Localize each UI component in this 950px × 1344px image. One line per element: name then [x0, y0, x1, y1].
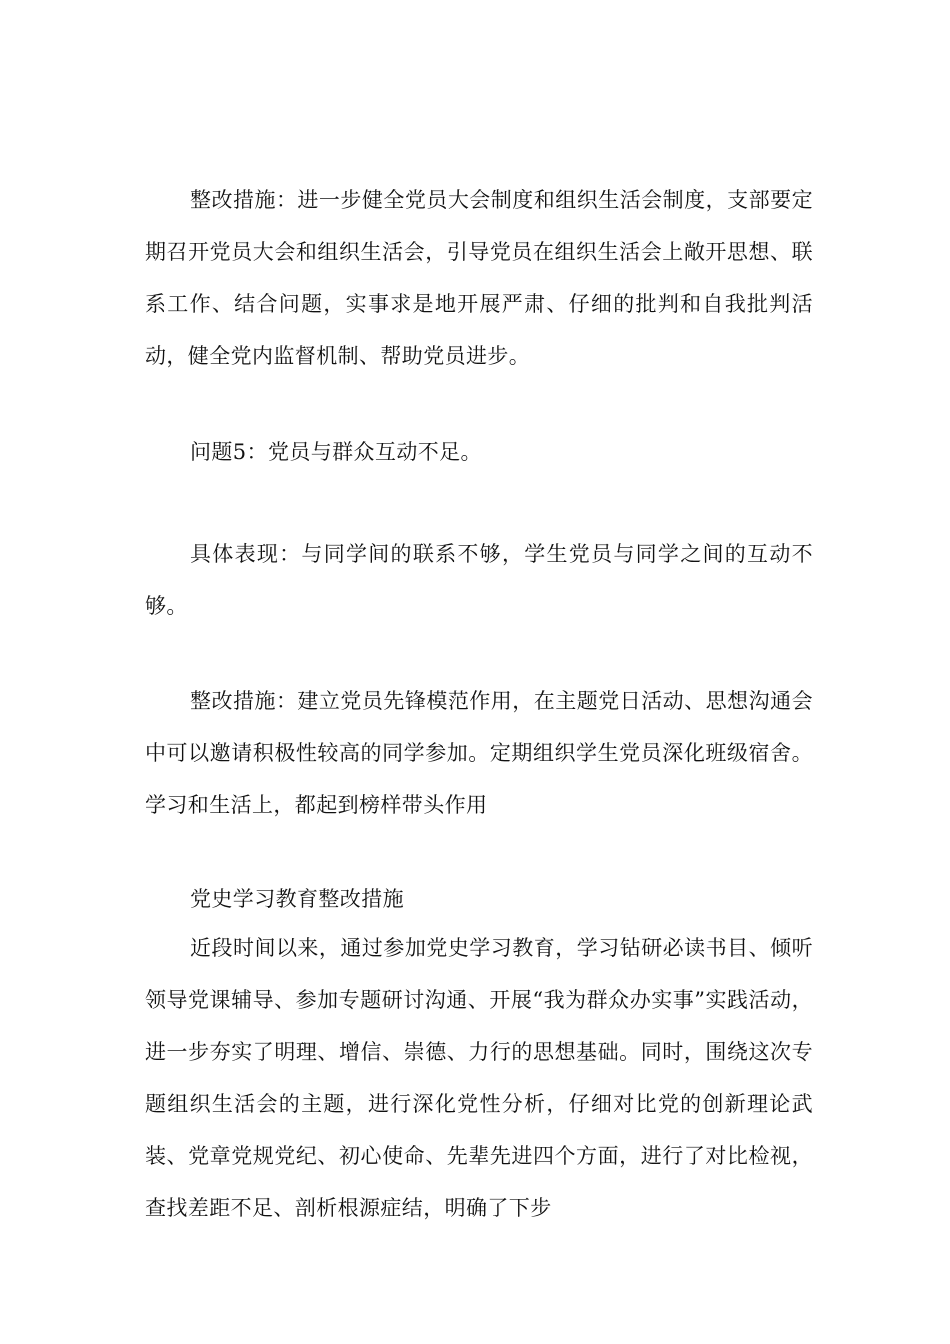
paragraph-intro: 近段时间以来，通过参加党史学习教育，学习钻研必读书目、倾听领导党课辅导、参加专题研讨沟通、开展“我为群众办实事”实践活动，进一步夯实了明理、增信、崇德、力行的思想基础。同时，围绕这次专题组织生活会的主题，进行深化党性分析，仔细对比党的创新理论武装、党章党规党纪、初心使命、先辈先进四个方面，进行了对比检视，查找差距不足、剖析根源症结，明确了下步 — [145, 936, 813, 1220]
paragraph-problem-5: 问题5：党员与群众互动不足。 — [190, 440, 482, 464]
paragraph-specific-performance: 具体表现：与同学间的联系不够，学生党员与同学之间的互动不够。 — [145, 542, 813, 618]
paragraph-rectification-measures-2: 整改措施：建立党员先锋模范作用，在主题党日活动、思想沟通会中可以邀请积极性较高的同学参加。定期组织学生党员深化班级宿舍。学习和生活上，都起到榜样带头作用 — [145, 689, 813, 817]
section-heading: 党史学习教育整改措施 — [190, 887, 404, 911]
paragraph-rectification-measures-1: 整改措施：进一步健全党员大会制度和组织生活会制度，支部要定期召开党员大会和组织生活会，引导党员在组织生活会上敞开思想、联系工作、结合问题，实事求是地开展严肃、仔细的批判和自我批判活动，健全党内监督机制、帮助党员进步。 — [145, 188, 813, 368]
